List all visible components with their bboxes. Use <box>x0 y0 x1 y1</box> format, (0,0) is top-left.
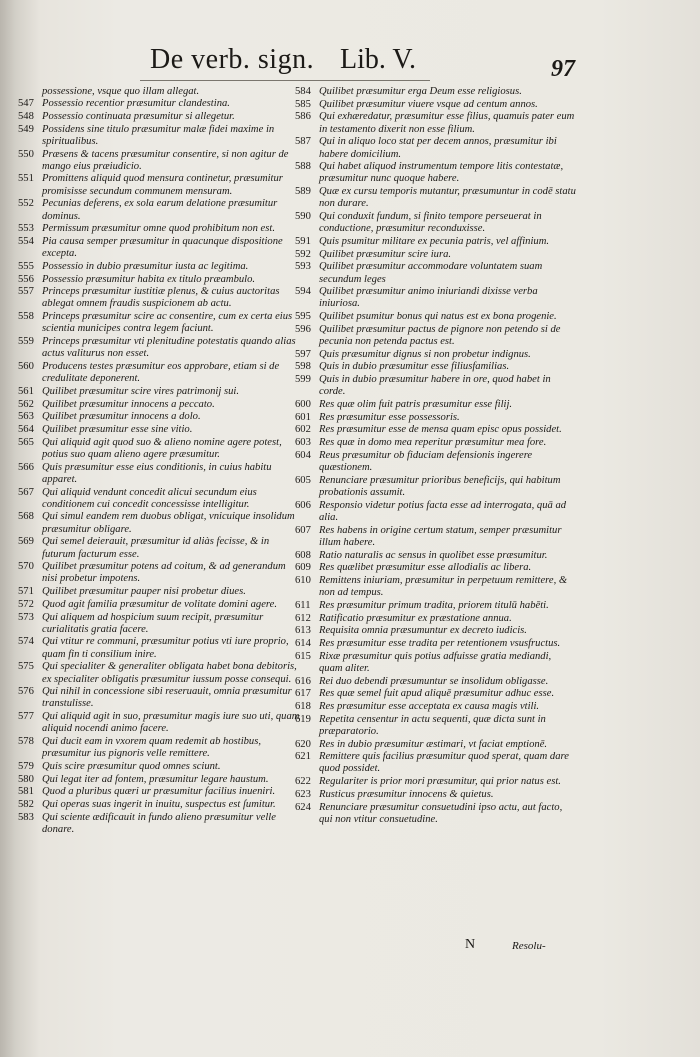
numbered-entry <box>18 198 300 222</box>
numbered-entry <box>295 600 577 612</box>
entry-number: 553 <box>18 223 34 235</box>
numbered-entry <box>18 599 300 611</box>
entry-text: Quilibet præsumitur animo iniuriandi dixisse verba iniuriosa. <box>319 286 538 310</box>
numbered-entry <box>295 562 577 574</box>
numbered-entry <box>295 739 577 751</box>
entry-number: 601 <box>295 411 311 423</box>
entry-text: Renunciare præsumitur consuetudini ipso actu, aut facto, qui non vtitur consuetudine. <box>319 801 563 825</box>
numbered-entry <box>295 450 577 474</box>
entry-text: Qui aliquid agit in suo, præsumitur magis iure suo uti, quam aliquid nocendi animo facere. <box>42 711 300 735</box>
numbered-entry <box>295 311 577 323</box>
numbered-entry <box>18 274 300 286</box>
numbered-entry <box>295 374 577 398</box>
numbered-entry <box>295 714 577 738</box>
entry-text: Princeps præsumitur vti plenitudine potestatis quando alias actus valiturus non esset. <box>42 336 296 360</box>
signature-mark: N <box>465 937 476 952</box>
entry-number: 556 <box>18 273 34 285</box>
entry-text: Reus præsumitur ob fiduciam defensionis ingerere quæstionem. <box>319 449 533 474</box>
entry-number: 620 <box>295 738 311 750</box>
entry-number: 609 <box>295 562 311 574</box>
entry-number: 571 <box>18 586 34 598</box>
entry-number: 550 <box>18 148 34 160</box>
entry-number: 606 <box>295 499 311 511</box>
numbered-entry <box>295 613 577 625</box>
entry-text: Quilibet præsumitur esse sine vitio. <box>42 423 193 435</box>
entry-number: 616 <box>295 675 311 687</box>
entry-number: 598 <box>295 361 311 373</box>
numbered-entry <box>18 736 300 760</box>
entry-number: 614 <box>295 637 311 649</box>
entry-text: Possessio continuata præsumitur si allegetur. <box>42 110 235 122</box>
entry-text: Rei duo debendi præsumuntur se insolidum obligasse. <box>319 675 549 687</box>
numbered-entry <box>18 511 300 535</box>
entry-number: 560 <box>18 360 34 372</box>
entry-number: 584 <box>295 86 311 97</box>
entry-number: 599 <box>295 374 311 386</box>
entry-number: 582 <box>18 799 34 811</box>
entry-number: 608 <box>295 549 311 561</box>
entry-text: Pia causa semper præsumitur in quacunque dispositione excepta. <box>42 235 283 260</box>
entry-number: 619 <box>295 713 311 725</box>
entry-text: Qui simul eandem rem duobus obligat, vnicuique insolidum præsumitur obligare. <box>42 511 295 535</box>
numbered-entry <box>18 124 300 148</box>
entry-text: Regulariter is prior mori præsumitur, qui prior natus est. <box>319 776 561 788</box>
entry-number: 607 <box>295 524 311 536</box>
numbered-entry <box>295 625 577 637</box>
page-number: 97 <box>551 56 575 82</box>
entry-text: Princeps præsumitur scire ac consentire, cum ex certa eius scientia municipes contra legem faciunt. <box>42 311 293 335</box>
numbered-entry <box>18 236 300 260</box>
entry-text: Res habens in origine certum statum, semper præsumitur illum habere. <box>319 524 562 548</box>
entry-text: Qui operas suas ingerit in inuitu, suspectus est ſumitur. <box>42 799 276 811</box>
entry-number: 583 <box>18 811 34 823</box>
entry-text: Princeps præsumitur iustitiæ plenus, & cuius auctoritas ablegat omnem fraudis suspicionem ab actu. <box>42 286 280 310</box>
numbered-entry <box>295 136 577 160</box>
entry-number: 612 <box>295 612 311 624</box>
numbered-entry <box>18 686 300 710</box>
entry-number: 579 <box>18 760 34 772</box>
entry-text: Quis præsumitur dignus si non probetur indignus. <box>319 348 531 360</box>
entry-number: 597 <box>295 348 311 360</box>
numbered-entry <box>18 336 300 360</box>
entry-text: Quilibet præsumitur innocens a dolo. <box>42 411 201 423</box>
entry-text: Qui aliquem ad hospicium suum recipit, præsumitur curialitatis gratia facere. <box>42 611 264 635</box>
entry-number: 590 <box>295 211 311 223</box>
catchword: Resolu- <box>512 940 546 952</box>
entry-text: Remittens iniuriam, præsumitur in perpetuum remittere, & non ad tempus. <box>319 574 568 599</box>
entry-text: Repetita censentur in actu sequenti, quæ dicta sunt in præparatorio. <box>319 713 546 737</box>
entry-number: 557 <box>18 286 34 298</box>
entry-number: 549 <box>18 123 34 135</box>
numbered-entry <box>18 411 300 423</box>
numbered-entry <box>295 776 577 788</box>
entry-number: 575 <box>18 661 34 673</box>
entry-text: Producens testes præsumitur eos approbare, etiam si de credulitate deponerent. <box>42 360 280 385</box>
numbered-entry <box>295 361 577 373</box>
entry-text: Qui habet aliquod instrumentum tempore litis contestatæ, præsumitur nunc quoque habere. <box>319 161 564 185</box>
entry-number: 577 <box>18 711 34 723</box>
entry-number: 567 <box>18 486 34 498</box>
entry-number: 565 <box>18 436 34 448</box>
numbered-entry <box>18 437 300 461</box>
entry-text: Res quæ semel fuit apud aliquē præsumitur adhuc esse. <box>319 688 555 700</box>
entry-number: 602 <box>295 424 311 436</box>
numbered-entry <box>18 612 300 636</box>
entry-text: Quilibet præsumitur innocens a peccato. <box>42 398 215 410</box>
continued-entry-text: possessione, vsque quo illam allegat. <box>42 86 200 97</box>
entry-number: 587 <box>295 136 311 148</box>
entry-number: 580 <box>18 773 34 785</box>
entry-text: Qui conduxit fundum, si finito tempore perseuerat in conductione, præsumitur reconduxisse. <box>319 211 542 235</box>
entry-text: Quæ ex cursu temporis mutantur, præsumuntur in codē statu non durare. <box>319 186 576 210</box>
numbered-entry <box>18 462 300 486</box>
numbered-entry <box>295 324 577 348</box>
entry-number: 576 <box>18 686 34 698</box>
numbered-entry <box>18 223 300 235</box>
numbered-entry <box>18 98 300 110</box>
entry-text: Qui nihil in concessione sibi reseruauit, omnia præsumitur transtulisse. <box>42 686 292 710</box>
entry-text: Possidens sine titulo præsumitur malæ fidei maxime in spiritualibus. <box>42 123 275 147</box>
entry-number: 552 <box>18 198 34 210</box>
entry-number: 574 <box>18 636 34 648</box>
entry-number: 617 <box>295 688 311 700</box>
entry-number: 589 <box>295 186 311 198</box>
numbered-entry <box>18 586 300 598</box>
entry-number: 563 <box>18 411 34 423</box>
numbered-entry <box>295 111 577 135</box>
entry-text: Qui aliquid agit quod suo & alieno nomine agere potest, potius suo quam alieno agere præsumitur. <box>42 436 282 460</box>
entry-number: 604 <box>295 449 311 461</box>
numbered-entry <box>295 802 577 826</box>
entry-number: 624 <box>295 801 311 813</box>
numbered-entry <box>295 701 577 713</box>
entry-number: 611 <box>295 599 311 611</box>
numbered-entry <box>295 349 577 361</box>
numbered-entry <box>295 550 577 562</box>
entry-number: 610 <box>295 574 311 586</box>
entry-text: Res præsumitur esse tradita per retentionem vsusfructus. <box>319 637 561 649</box>
numbered-entry <box>18 173 300 197</box>
entry-number: 595 <box>295 311 311 323</box>
numbered-entry <box>18 311 300 335</box>
entry-number: 551 <box>18 173 34 185</box>
entry-text: Quis scire præsumitur quod omnes sciunt. <box>42 760 221 772</box>
numbered-entry <box>295 688 577 700</box>
entry-number: 547 <box>18 98 34 110</box>
entry-text: Quod a pluribus quæri ur præsumitur facilius inueniri. <box>42 786 276 798</box>
entry-number: 613 <box>295 625 311 637</box>
entry-number: 561 <box>18 385 34 397</box>
numbered-entry <box>295 99 577 111</box>
entry-number: 615 <box>295 650 311 662</box>
numbered-entry <box>18 761 300 773</box>
entry-text: Res quæ in domo mea reperitur præsumitur mea fore. <box>319 437 547 449</box>
entry-text: Quilibet præsumitur accommodare voluntatem suam secundum leges <box>319 261 543 285</box>
entry-text: Qui vtitur re communi, præsumitur potius vti iure proprio, quam fin ti consilium inire. <box>42 636 289 660</box>
entry-number: 600 <box>295 399 311 411</box>
entry-number: 622 <box>295 776 311 788</box>
entry-text: Qui exhæredatur, præsumitur esse filius, quamuis pater eum in testamento dixerit non esse filium. <box>319 111 575 135</box>
entry-text: Res quælibet præsumitur esse allodialis ac libera. <box>319 562 532 574</box>
numbered-entry <box>295 286 577 310</box>
entry-number: 570 <box>18 561 34 573</box>
entry-text: Quis psumitur militare ex pecunia patris, vel affinium. <box>319 235 550 247</box>
entry-text: Qui in aliquo loco stat per decem annos, præsumitur ibi habere domicilium. <box>319 136 557 160</box>
entry-number: 623 <box>295 788 311 800</box>
entry-number: 569 <box>18 536 34 548</box>
entry-number: 566 <box>18 461 34 473</box>
numbered-entry <box>295 249 577 261</box>
entry-text: Quis præsumitur esse eius conditionis, in cuius habitu apparet. <box>42 461 272 485</box>
entry-text: Permissum præsumitur omne quod prohibitum non est. <box>42 223 275 235</box>
entry-text: Qui aliquid vendunt concedit alicui secundum eius conditionem cui concedit concessisse intelligitur. <box>42 486 257 510</box>
entry-text: Qui ducit eam in vxorem quam redemit ab hostibus, præsumitur ius pignoris velle remittere. <box>42 736 262 760</box>
entry-number: 586 <box>295 111 311 123</box>
entry-number: 593 <box>295 261 311 273</box>
entry-text: Res præsumitur esse acceptata ex causa magis vtili. <box>319 700 540 712</box>
entry-text: Quilibet psumitur bonus qui natus est ex bona progenie. <box>319 311 557 323</box>
entry-number: 581 <box>18 786 34 798</box>
numbered-entry <box>18 111 300 123</box>
right-column <box>295 86 577 826</box>
entry-number: 621 <box>295 751 311 763</box>
entry-text: Promittens aliquid quod mensura continetur, præsumitur promisisse secundum communem mensuram. <box>42 173 283 197</box>
numbered-entry <box>18 774 300 786</box>
numbered-entry <box>295 638 577 650</box>
entry-text: Quilibet præsumitur erga Deum esse religiosus. <box>319 86 522 97</box>
entry-text: Præsens & tacens præsumitur consentire, si non agitur de mango eius præiudicio. <box>42 148 289 172</box>
entry-text: Res præsumitur esse de mensa quam episc opus possidet. <box>319 424 562 436</box>
numbered-entry <box>18 536 300 560</box>
numbered-entry <box>18 812 300 836</box>
numbered-entry <box>295 399 577 411</box>
entry-text: Res in dubio præsumitur æstimari, vt faciat emptionē. <box>319 738 548 750</box>
entry-number: 564 <box>18 423 34 435</box>
entry-number: 578 <box>18 736 34 748</box>
numbered-entry <box>18 149 300 173</box>
numbered-entry <box>18 786 300 798</box>
left-column <box>18 86 300 837</box>
entry-text: Quis in dubio præsumitur habere in ore, quod habet in corde. <box>319 374 551 398</box>
numbered-entry <box>295 676 577 688</box>
numbered-entry <box>18 386 300 398</box>
numbered-entry <box>18 661 300 685</box>
entry-number: 554 <box>18 235 34 247</box>
numbered-entry <box>18 399 300 411</box>
entry-text: Quilibet præsumitur scire vires patrimonij sui. <box>42 385 239 397</box>
entry-text: Quilibet præsumitur pauper nisi probetur diues. <box>42 586 246 598</box>
numbered-entry <box>295 651 577 675</box>
entry-text: Quod agit familia præsumitur de volitate domini agere. <box>42 598 278 610</box>
numbered-entry <box>295 437 577 449</box>
numbered-entry <box>295 575 577 599</box>
entry-number: 558 <box>18 311 34 323</box>
entry-text: Quilibet præsumitur pactus de pignore non petendo si de pecunia non petenda pactus est. <box>319 323 561 348</box>
numbered-entry <box>18 636 300 660</box>
entry-text: Qui legat iter ad fontem, præsumitur legare haustum. <box>42 773 269 785</box>
entry-text: Qui sciente ædificauit in fundo alieno præsumitur velle donare. <box>42 811 276 835</box>
entry-number: 572 <box>18 598 34 610</box>
entry-text: Ratio naturalis ac sensus in quolibet esse præsumitur. <box>319 549 548 561</box>
numbered-entry <box>18 799 300 811</box>
entry-number: 605 <box>295 474 311 486</box>
entry-text: Rixæ præsumitur quis potius adfuisse gratia mediandi, quam aliter. <box>319 650 552 674</box>
entry-text: Quilibet præsumitur potens ad coitum, & ad generandum nisi probetur impotens. <box>42 561 286 585</box>
numbered-entry <box>295 211 577 235</box>
numbered-entry <box>295 424 577 436</box>
entry-text: Quilibet præsumitur scire iura. <box>319 248 452 260</box>
numbered-entry <box>295 500 577 524</box>
entry-number: 603 <box>295 437 311 449</box>
entry-text: Res præsumitur esse possessoris. <box>319 411 460 423</box>
entry-text: Ratificatio præsumitur ex præstatione annua. <box>319 612 512 624</box>
entry-number: 594 <box>295 286 311 298</box>
entry-number: 548 <box>18 110 34 122</box>
numbered-entry <box>295 236 577 248</box>
entry-text: Remittere quis facilius præsumitur quod sperat, quam dare quod possidet. <box>319 751 569 775</box>
numbered-entry <box>18 487 300 511</box>
numbered-entry <box>18 361 300 385</box>
numbered-entry <box>18 286 300 310</box>
entry-text: Res præsumitur primum tradita, priorem titulū habēti. <box>319 599 549 611</box>
entry-text: Quilibet præsumitur viuere vsque ad centum annos. <box>319 98 538 110</box>
entry-text: Responsio videtur potius facta esse ad interrogata, quā ad alia. <box>319 499 567 523</box>
entry-text: Renunciare præsumitur prioribus beneficijs, qui habitum probationis assumit. <box>319 474 561 498</box>
entry-text: Requisita omnia præsumuntur ex decreto iudicis. <box>319 625 527 637</box>
numbered-entry <box>295 751 577 775</box>
entry-text: Res quæ olim fuit patris præsumitur esse filij. <box>319 399 513 411</box>
entry-text: Rusticus præsumitur innocens & quietus. <box>319 788 494 800</box>
numbered-entry <box>295 475 577 499</box>
numbered-entry <box>295 161 577 185</box>
entry-number: 588 <box>295 161 311 173</box>
entry-number: 562 <box>18 398 34 410</box>
numbered-entry <box>295 525 577 549</box>
numbered-entry <box>295 412 577 424</box>
entry-text: Qui specialiter & generaliter obligata habet bona debitoris, ex specialiter obligatis præsumitur iussum posse consequi. <box>42 661 297 685</box>
running-head-title: De verb. sign. <box>150 44 315 75</box>
entry-number: 568 <box>18 511 34 523</box>
entry-number: 592 <box>295 248 311 260</box>
entry-number: 559 <box>18 336 34 348</box>
running-head-book: Lib. V. <box>340 44 416 75</box>
numbered-entry <box>295 789 577 801</box>
header-rule <box>140 80 430 81</box>
entry-text: Quis in dubio præsumitur esse filiusfamilias. <box>319 361 510 373</box>
entry-text: Pecunias deferens, ex sola earum delatione præsumitur dominus. <box>42 198 278 222</box>
entry-number: 591 <box>295 235 311 247</box>
entry-text: Qui semel deierauit, præsumitur id aliàs fecisse, & in futurum facturum esse. <box>42 536 270 560</box>
numbered-entry <box>295 186 577 210</box>
numbered-entry <box>18 261 300 273</box>
entry-number: 555 <box>18 260 34 272</box>
entry-text: Possessio in dubio præsumitur iusta ac legitima. <box>42 260 249 272</box>
entry-number: 596 <box>295 323 311 335</box>
numbered-entry <box>18 424 300 436</box>
entry-number: 585 <box>295 98 311 110</box>
entry-text: Possessio præsumitur habita ex titulo præambulo. <box>42 273 256 285</box>
numbered-entry <box>18 711 300 735</box>
numbered-entry <box>295 86 577 98</box>
entry-number: 573 <box>18 611 34 623</box>
entry-number: 618 <box>295 700 311 712</box>
numbered-entry <box>295 261 577 285</box>
entry-text: Possessio recentior præsumitur clandestina. <box>42 98 230 110</box>
numbered-entry <box>18 561 300 585</box>
